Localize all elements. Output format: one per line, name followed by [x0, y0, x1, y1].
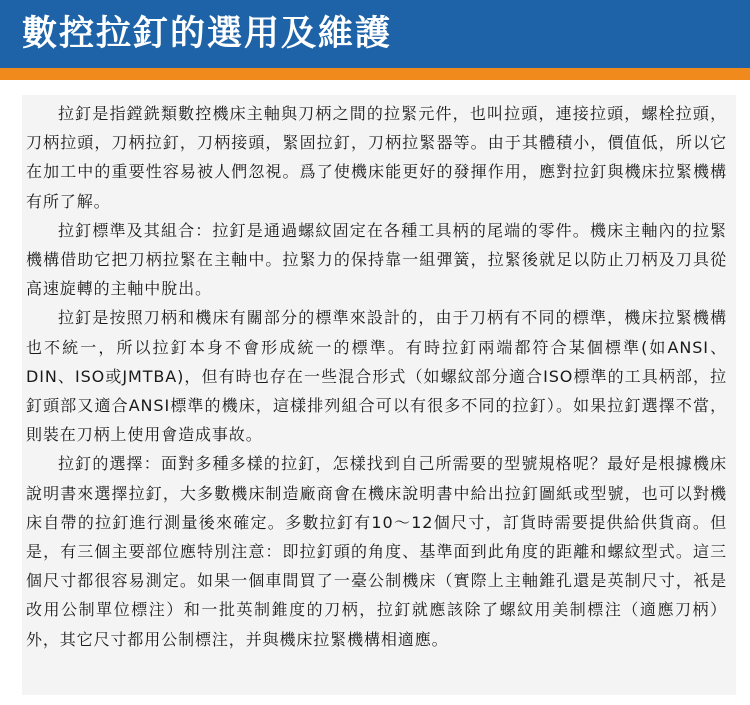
title-banner: [0, 0, 750, 68]
paragraph-standards: 拉釘標準及其組合：拉釘是通過螺紋固定在各種工具柄的尾端的零件。機床主軸內的拉緊機構借助它把刀柄拉緊在主軸中。拉緊力的保持靠一組彈簧，拉緊後就足以防止刀柄及刀具從高速旋轉的主軸中脫出。: [26, 220, 727, 299]
paragraph-design: 拉釘是按照刀柄和機床有關部分的標準來設計的，由于刀柄有不同的標準，機床拉緊機構也不統一，所以拉釘本身不會形成統一的標準。有時拉釘兩端都符合某個標準(如ANSI、DIN、ISO或JMTBA)，但有時也存在一些混合形式（如螺紋部分適合ISO標準的工具柄部，拉釘頭部又適合ANSI標準的機床，這樣排列組合可以有很多不同的拉釘）。如果拉釘選擇不當，則裝在刀柄上使用會造成事故。: [26, 308, 727, 445]
paragraph-intro: 拉釘是指鏜銑類數控機床主軸與刀柄之間的拉緊元件，也叫拉頭，連接拉頭，螺栓拉頭，刀柄拉頭，刀柄拉釘，刀柄接頭，緊固拉釘，刀柄拉緊器等。由于其體積小，價值低，所以它在加工中的重要性容易被人們忽視。爲了使機床能更好的發揮作用，應對拉釘與機床拉緊機構有所了解。: [26, 104, 727, 211]
page-title: 數控拉釘的選用及維護: [22, 14, 393, 54]
paragraph-selection: 拉釘的選擇：面對多種多樣的拉釘，怎樣找到自己所需要的型號規格呢？最好是根據機床說明書來選擇拉釘，大多數機床制造廠商會在機床說明書中給出拉釘圖紙或型號，也可以對機床自帶的拉釘進行測量後來確定。多數拉釘有10～12個尺寸，訂貨時需要提供給供貨商。但是，有三個主要部位應特別注意：即拉釘頭的角度、基準面到此角度的距離和螺紋型式。這三個尺寸都很容易測定。如果一個車間買了一臺公制機床（實際上主軸錐孔還是英制尺寸，衹是改用公制單位標注）和一批英制錐度的刀柄，拉釘就應該除了螺紋用美制標注（適應刀柄）外，其它尺寸都用公制標注，并與機床拉緊機構相適應。: [26, 454, 727, 649]
banner-accent-stripe: [0, 68, 750, 80]
article-body: [22, 95, 736, 695]
